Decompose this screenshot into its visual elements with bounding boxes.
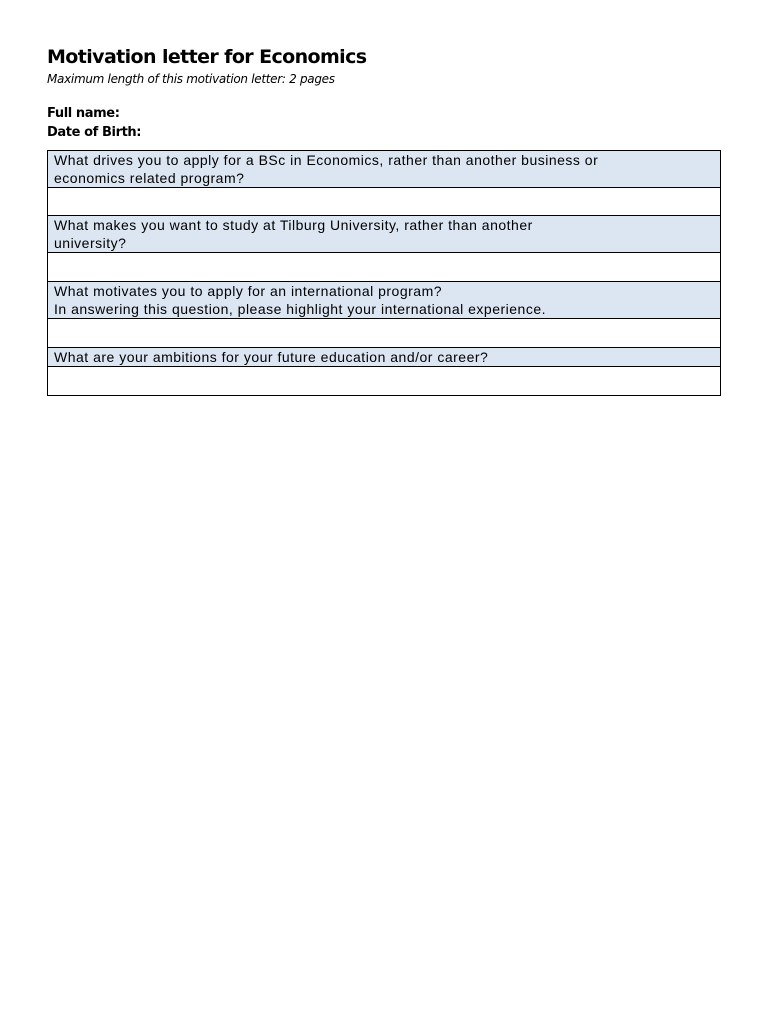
answer-row-1 xyxy=(48,188,721,216)
question-2-line-1: What makes you want to study at Tilburg University, rather than another xyxy=(54,217,533,233)
answer-4-cell[interactable] xyxy=(48,367,721,396)
answer-row-2 xyxy=(48,253,721,282)
personal-fields xyxy=(47,104,721,142)
question-3-line-1: What motivates you to apply for an international program? xyxy=(54,283,443,299)
question-2 xyxy=(48,216,721,253)
question-row-3 xyxy=(48,282,721,319)
answer-row-4 xyxy=(48,367,721,396)
question-4 xyxy=(48,348,721,367)
question-1 xyxy=(48,151,721,188)
questions-table xyxy=(47,150,721,396)
question-1-line-1: What drives you to apply for a BSc in Economics, rather than another business or xyxy=(54,152,599,168)
answer-1-cell[interactable] xyxy=(48,188,721,216)
answer-3-cell[interactable] xyxy=(48,319,721,348)
answer-2-cell[interactable] xyxy=(48,253,721,282)
question-row-1 xyxy=(48,151,721,188)
document-subtitle: Maximum length of this motivation letter: 2 pages xyxy=(47,72,335,86)
question-2-line-2: university? xyxy=(54,235,127,251)
question-row-2 xyxy=(48,216,721,253)
question-3 xyxy=(48,282,721,319)
answer-row-3 xyxy=(48,319,721,348)
question-3-line-2: In answering this question, please highlight your international experience. xyxy=(54,301,547,317)
document-title: Motivation letter for Economics xyxy=(47,46,367,68)
date-of-birth-label: Date of Birth: xyxy=(47,125,142,140)
question-4-line-1: What are your ambitions for your future education and/or career? xyxy=(54,349,489,365)
question-row-4 xyxy=(48,348,721,367)
question-1-line-2: economics related program? xyxy=(54,170,245,186)
full-name-label: Full name: xyxy=(47,106,120,121)
document-page xyxy=(47,44,721,396)
